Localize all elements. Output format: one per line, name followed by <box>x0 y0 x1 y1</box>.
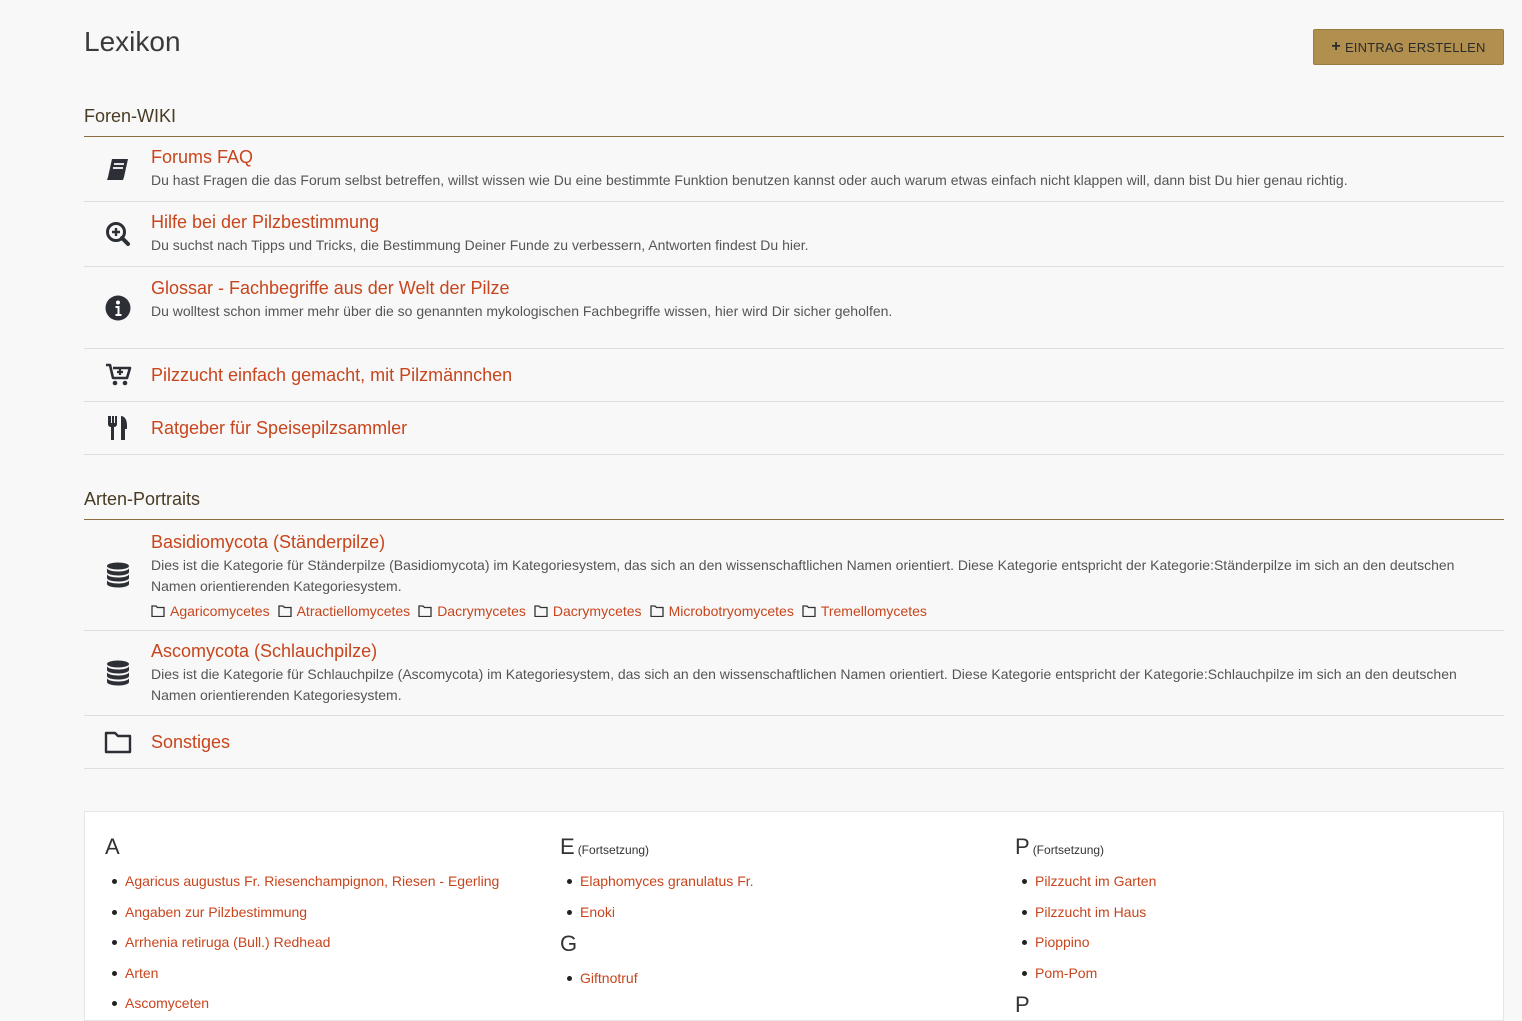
index-entry-link[interactable]: Pom-Pom <box>1035 964 1098 981</box>
list-item <box>560 897 754 928</box>
folder-icon <box>802 605 816 617</box>
list-item <box>560 866 754 897</box>
index-letter: A <box>105 834 120 859</box>
category-row <box>84 402 1504 455</box>
continued-label: (Fortsetzung) <box>577 843 650 857</box>
subcategory-link[interactable]: Microbotryomycetes <box>668 602 794 619</box>
create-entry-label: EINTRAG ERSTELLEN <box>1344 39 1486 55</box>
book-icon <box>84 137 151 201</box>
subcategory-link[interactable]: Agaricomycetes <box>170 602 270 619</box>
subcategory-link[interactable]: Tremellomycetes <box>820 602 927 619</box>
category-description: Du hast Fragen die das Forum selbst betreffen, willst wissen wie Du eine bestimmte Funktion benutzen kannst oder auch warum etwas einfach nicht klappen will, dann bist Du hier genau richtig. <box>151 172 1348 188</box>
subcategory-item <box>534 603 642 619</box>
category-link-sonstiges[interactable]: Sonstiges <box>151 731 231 752</box>
index-entry-link[interactable]: Elaphomyces granulatus Fr. <box>580 873 754 889</box>
list-item <box>105 927 499 958</box>
category-link-pilzzucht[interactable]: Pilzzucht einfach gemacht, mit Pilzmännchen <box>151 364 513 385</box>
category-row <box>84 137 1504 202</box>
index-entry-link[interactable]: Arrhenia retiruga (Bull.) Redhead <box>125 934 331 951</box>
subcategory-list <box>151 603 1471 619</box>
subcategory-item <box>278 603 411 619</box>
category-link-forums-faq[interactable]: Forums FAQ <box>151 147 254 167</box>
list-item <box>560 963 754 994</box>
section-arten-portraits <box>84 489 1504 769</box>
category-row <box>84 520 1504 631</box>
subcategory-link[interactable]: Dacrymycetes <box>552 602 642 619</box>
folder-icon <box>534 605 548 617</box>
category-link-ascomycota[interactable]: Ascomycota (Schlauchpilze) <box>151 640 378 661</box>
database-icon <box>84 520 151 630</box>
category-description: Dies ist die Kategorie für Ständerpilze (Basidiomycota) im Kategoriesystem, das sich an den wissenschaftlichen Namen orientiert. Diese Kategorie entspricht der Kategorie:Ständerpilze im sich an den deutschen Namen orientierenden Kategoriesystem. <box>151 556 1455 594</box>
folder-icon <box>151 605 165 617</box>
index-list <box>560 866 754 927</box>
folder-icon <box>650 605 664 617</box>
list-item <box>105 988 499 1019</box>
category-description: Du wolltest schon immer mehr über die so genannten mykologischen Fachbegriffe wissen, hier wird Dir sicher geholfen. <box>151 303 893 319</box>
folder-icon <box>84 716 151 768</box>
index-list <box>1015 866 1156 988</box>
index-entry-link[interactable]: Giftnotruf <box>580 970 638 987</box>
index-entry-link[interactable]: Ascomyceten <box>125 995 210 1012</box>
subcategory-item <box>650 603 794 619</box>
category-description: Dies ist die Kategorie für Schlauchpilze (Ascomycota) im Kategoriesystem, das sich an den wissenschaftlichen Namen orientiert. Diese Kategorie entspricht der Kategorie:Schlauchpilze im sich an den deutschen Namen orientierenden Kategoriesystem. <box>151 665 1457 703</box>
index-letter: P <box>1015 992 1030 1018</box>
utensils-icon <box>84 402 151 454</box>
page-title: Lexikon <box>84 26 181 57</box>
index-entry-link[interactable]: Pilzzucht im Haus <box>1035 903 1147 920</box>
index-entry-link[interactable]: Enoki <box>580 903 616 920</box>
index-column <box>105 834 499 1019</box>
index-letter: E <box>560 834 575 859</box>
list-item <box>1015 897 1156 928</box>
list-item <box>1015 927 1156 958</box>
index-column <box>1015 834 1156 1018</box>
category-link-glossar[interactable]: Glossar - Fachbegriffe aus der Welt der Pilze <box>151 278 510 298</box>
list-item <box>1015 866 1156 897</box>
category-description: Du suchst nach Tipps und Tricks, die Bestimmung Deiner Funde zu verbessern, Antworten findest Du hier. <box>151 237 809 253</box>
index-column <box>560 834 754 994</box>
index-letter: G <box>560 931 578 957</box>
list-item <box>1015 958 1156 989</box>
category-row <box>84 202 1504 267</box>
category-row <box>84 716 1504 769</box>
index-entry-link[interactable]: Agaricus augustus Fr. Riesenchampignon, Riesen - Egerling <box>125 873 500 889</box>
subcategory-link[interactable]: Dacrymycetes <box>437 602 526 619</box>
category-row <box>84 631 1504 716</box>
subcategory-item <box>418 603 526 619</box>
create-entry-button[interactable] <box>1313 29 1504 65</box>
folder-icon <box>278 605 292 617</box>
index-entry-link[interactable]: Arten <box>125 964 159 981</box>
index-list <box>105 866 499 1019</box>
continued-label: (Fortsetzung) <box>1032 843 1105 857</box>
alphabetical-index <box>84 811 1504 1021</box>
category-link-basidiomycota[interactable]: Basidiomycota (Ständerpilze) <box>151 531 386 552</box>
index-entry-link[interactable]: Angaben zur Pilzbestimmung <box>125 903 308 920</box>
section-title: Foren-WIKI <box>84 106 1504 137</box>
subcategory-item <box>151 603 270 619</box>
folder-icon <box>418 605 432 617</box>
cart-plus-icon <box>84 349 151 401</box>
plus-icon: + <box>1331 38 1341 55</box>
index-list <box>560 963 754 994</box>
subcategory-item <box>802 603 927 619</box>
index-entry-link[interactable]: Pioppino <box>1035 934 1090 951</box>
list-item <box>105 866 499 897</box>
section-foren-wiki <box>84 106 1504 455</box>
subcategory-link[interactable]: Atractiellomycetes <box>296 602 411 619</box>
index-entry-link[interactable]: Pilzzucht im Garten <box>1035 873 1157 889</box>
category-row <box>84 349 1504 402</box>
section-title: Arten-Portraits <box>84 489 1504 520</box>
list-item <box>105 897 499 928</box>
list-item <box>105 958 499 989</box>
database-icon <box>84 631 151 715</box>
info-icon <box>84 267 151 348</box>
category-row <box>84 267 1504 349</box>
category-link-pilzbestimmung[interactable]: Hilfe bei der Pilzbestimmung <box>151 212 380 232</box>
category-link-speisepilze[interactable]: Ratgeber für Speisepilzsammler <box>151 417 408 438</box>
search-plus-icon <box>84 202 151 266</box>
index-letter: P <box>1015 834 1030 859</box>
